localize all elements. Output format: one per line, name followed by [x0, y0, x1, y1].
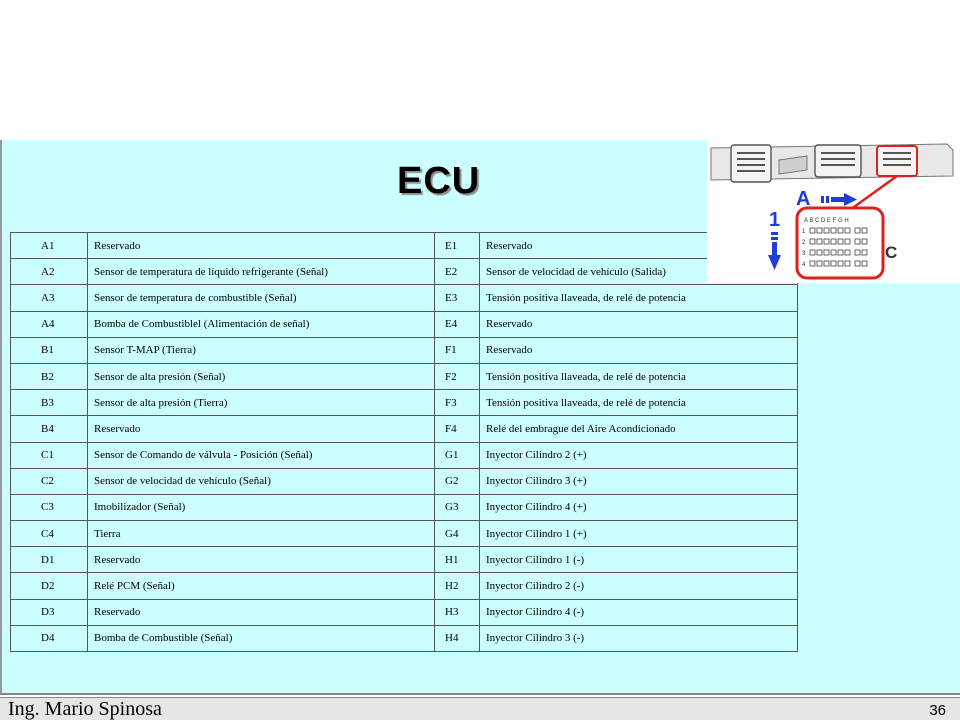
pin-cavity: [845, 250, 850, 255]
pin-cavity: [810, 228, 815, 233]
pin-code-left: C2: [11, 468, 88, 494]
pin-code-right: H2: [435, 573, 480, 599]
pin-function-right: Relé del embrague del Aire Acondicionado: [480, 416, 798, 442]
pin-function-right: Inyector Cilindro 3 (-): [480, 625, 798, 651]
pin-code-right: G1: [435, 442, 480, 468]
pin-cavity: [810, 261, 815, 266]
pin-cavity: [838, 250, 843, 255]
table-row: [11, 494, 798, 520]
connector-2: [815, 145, 861, 177]
table-row: [11, 390, 798, 416]
connector-diagram: [707, 140, 960, 283]
table-row: [11, 625, 798, 651]
pin-code-left: C3: [11, 494, 88, 520]
pin-table: [10, 232, 798, 652]
pin-code-left: D4: [11, 625, 88, 651]
label-1: 1: [769, 209, 781, 231]
pin-cavity: [817, 228, 822, 233]
pin-code-right: E2: [435, 259, 480, 285]
table-row: [11, 311, 798, 337]
pin-function-left: Reservado: [88, 416, 435, 442]
pin-cavity: [831, 250, 836, 255]
pin-cavity: [838, 239, 843, 244]
table-row: [11, 233, 798, 259]
pin-cavity: [845, 239, 850, 244]
pin-function-right: Tensión positiva llaveada, de relé de potencia: [480, 285, 798, 311]
pin-function-right: Inyector Cilindro 2 (+): [480, 442, 798, 468]
pin-code-right: E1: [435, 233, 480, 259]
pin-cavity: [810, 239, 815, 244]
pin-code-left: C4: [11, 521, 88, 547]
pin-column-letters: A B C D E F G H: [804, 218, 849, 224]
pin-cavity: [862, 228, 867, 233]
pin-cavity: [855, 239, 860, 244]
pin-code-left: D1: [11, 547, 88, 573]
pin-function-right: Sensor de velocidad de vehículo (Salida): [480, 259, 798, 285]
pin-cavity: [862, 261, 867, 266]
pin-code-right: G2: [435, 468, 480, 494]
pin-function-right: Inyector Cilindro 2 (-): [480, 573, 798, 599]
table-row: [11, 547, 798, 573]
table-row: [11, 468, 798, 494]
pin-code-right: F1: [435, 337, 480, 363]
pin-function-left: Tierra: [88, 521, 435, 547]
table-row: [11, 285, 798, 311]
pin-code-right: E4: [435, 311, 480, 337]
pin-cavity: [831, 261, 836, 266]
label-a: A: [796, 188, 811, 210]
pin-function-right: Inyector Cilindro 4 (+): [480, 494, 798, 520]
pin-function-left: Sensor de alta presión (Tierra): [88, 390, 435, 416]
pin-function-right: Inyector Cilindro 4 (-): [480, 599, 798, 625]
pin-row-number: 3: [802, 251, 806, 257]
footer-author: Ing. Mario Spinosa: [8, 698, 162, 720]
pin-row-number: 4: [802, 262, 806, 268]
pin-function-left: Sensor de Comando de válvula - Posición (Señal): [88, 442, 435, 468]
pin-cavity: [810, 250, 815, 255]
pin-function-left: Imobilizador (Señal): [88, 494, 435, 520]
table-row: [11, 363, 798, 389]
pin-code-right: E3: [435, 285, 480, 311]
page-number: 36: [929, 702, 946, 719]
table-row: [11, 442, 798, 468]
pin-cavity: [845, 261, 850, 266]
arrow-right-icon: [821, 193, 857, 206]
pin-code-right: F3: [435, 390, 480, 416]
pin-function-left: Sensor T-MAP (Tierra): [88, 337, 435, 363]
pin-code-right: H4: [435, 625, 480, 651]
pin-cavity: [855, 250, 860, 255]
pin-code-left: B1: [11, 337, 88, 363]
pin-cavity: [824, 261, 829, 266]
pin-code-left: C1: [11, 442, 88, 468]
pin-cavity: [817, 239, 822, 244]
pin-code-left: B3: [11, 390, 88, 416]
pin-cavity: [862, 250, 867, 255]
pin-cavity: [831, 228, 836, 233]
pin-function-left: Sensor de temperatura de combustible (Señal): [88, 285, 435, 311]
pin-function-right: Reservado: [480, 311, 798, 337]
pin-function-right: Reservado: [480, 233, 798, 259]
connector-figure: [707, 140, 960, 283]
arrow-down-icon: [768, 232, 781, 270]
pin-cavity: [824, 250, 829, 255]
pin-cavity: [855, 228, 860, 233]
pin-code-left: A4: [11, 311, 88, 337]
pin-code-right: H3: [435, 599, 480, 625]
ecu-body: [711, 144, 953, 182]
pin-function-right: Tensión positiva llaveada, de relé de potencia: [480, 390, 798, 416]
pin-cavity: [838, 261, 843, 266]
pin-code-right: F4: [435, 416, 480, 442]
pin-row-number: 2: [802, 240, 806, 246]
pin-function-right: Tensión positiva llaveada, de relé de potencia: [480, 363, 798, 389]
pin-code-left: D2: [11, 573, 88, 599]
table-row: [11, 573, 798, 599]
pin-code-left: A3: [11, 285, 88, 311]
pin-cavity: [817, 250, 822, 255]
pin-function-left: Sensor de temperatura de líquido refrigerante (Señal): [88, 259, 435, 285]
table-row: [11, 337, 798, 363]
table-row: [11, 521, 798, 547]
pin-code-left: D3: [11, 599, 88, 625]
pin-code-right: G4: [435, 521, 480, 547]
pin-cavity: [817, 261, 822, 266]
pin-cavity: [855, 261, 860, 266]
pin-cavity: [831, 239, 836, 244]
pin-function-left: Relé PCM (Señal): [88, 573, 435, 599]
pin-cavity: [838, 228, 843, 233]
connector-1: [731, 145, 771, 182]
slide-title: ECU: [397, 160, 481, 202]
pin-function-right: Inyector Cilindro 1 (-): [480, 547, 798, 573]
pin-code-right: F2: [435, 363, 480, 389]
pin-code-right: H1: [435, 547, 480, 573]
pin-function-right: Inyector Cilindro 3 (+): [480, 468, 798, 494]
table-row: [11, 259, 798, 285]
pin-row-number: 1: [802, 229, 806, 235]
pin-cavity: [862, 239, 867, 244]
pin-function-right: Reservado: [480, 337, 798, 363]
pin-code-left: B4: [11, 416, 88, 442]
pin-cavity: [845, 228, 850, 233]
pin-function-left: Reservado: [88, 233, 435, 259]
pin-function-left: Reservado: [88, 599, 435, 625]
pin-function-right: Inyector Cilindro 1 (+): [480, 521, 798, 547]
pin-function-left: Sensor de velocidad de vehículo (Señal): [88, 468, 435, 494]
pin-code-left: B2: [11, 363, 88, 389]
pin-function-left: Bomba de Combustible (Señal): [88, 625, 435, 651]
table-row: [11, 416, 798, 442]
label-c: C: [885, 243, 898, 262]
table-row: [11, 599, 798, 625]
pin-code-right: G3: [435, 494, 480, 520]
pin-cavity: [824, 228, 829, 233]
pin-function-left: Sensor de alta presión (Señal): [88, 363, 435, 389]
pin-code-left: A2: [11, 259, 88, 285]
pin-function-left: Bomba de Combustiblel (Alimentación de señal): [88, 311, 435, 337]
connector-c-highlight: [877, 146, 917, 176]
pin-code-left: A1: [11, 233, 88, 259]
footer-divider: [0, 693, 960, 695]
pin-cavity: [824, 239, 829, 244]
pin-function-left: Reservado: [88, 547, 435, 573]
